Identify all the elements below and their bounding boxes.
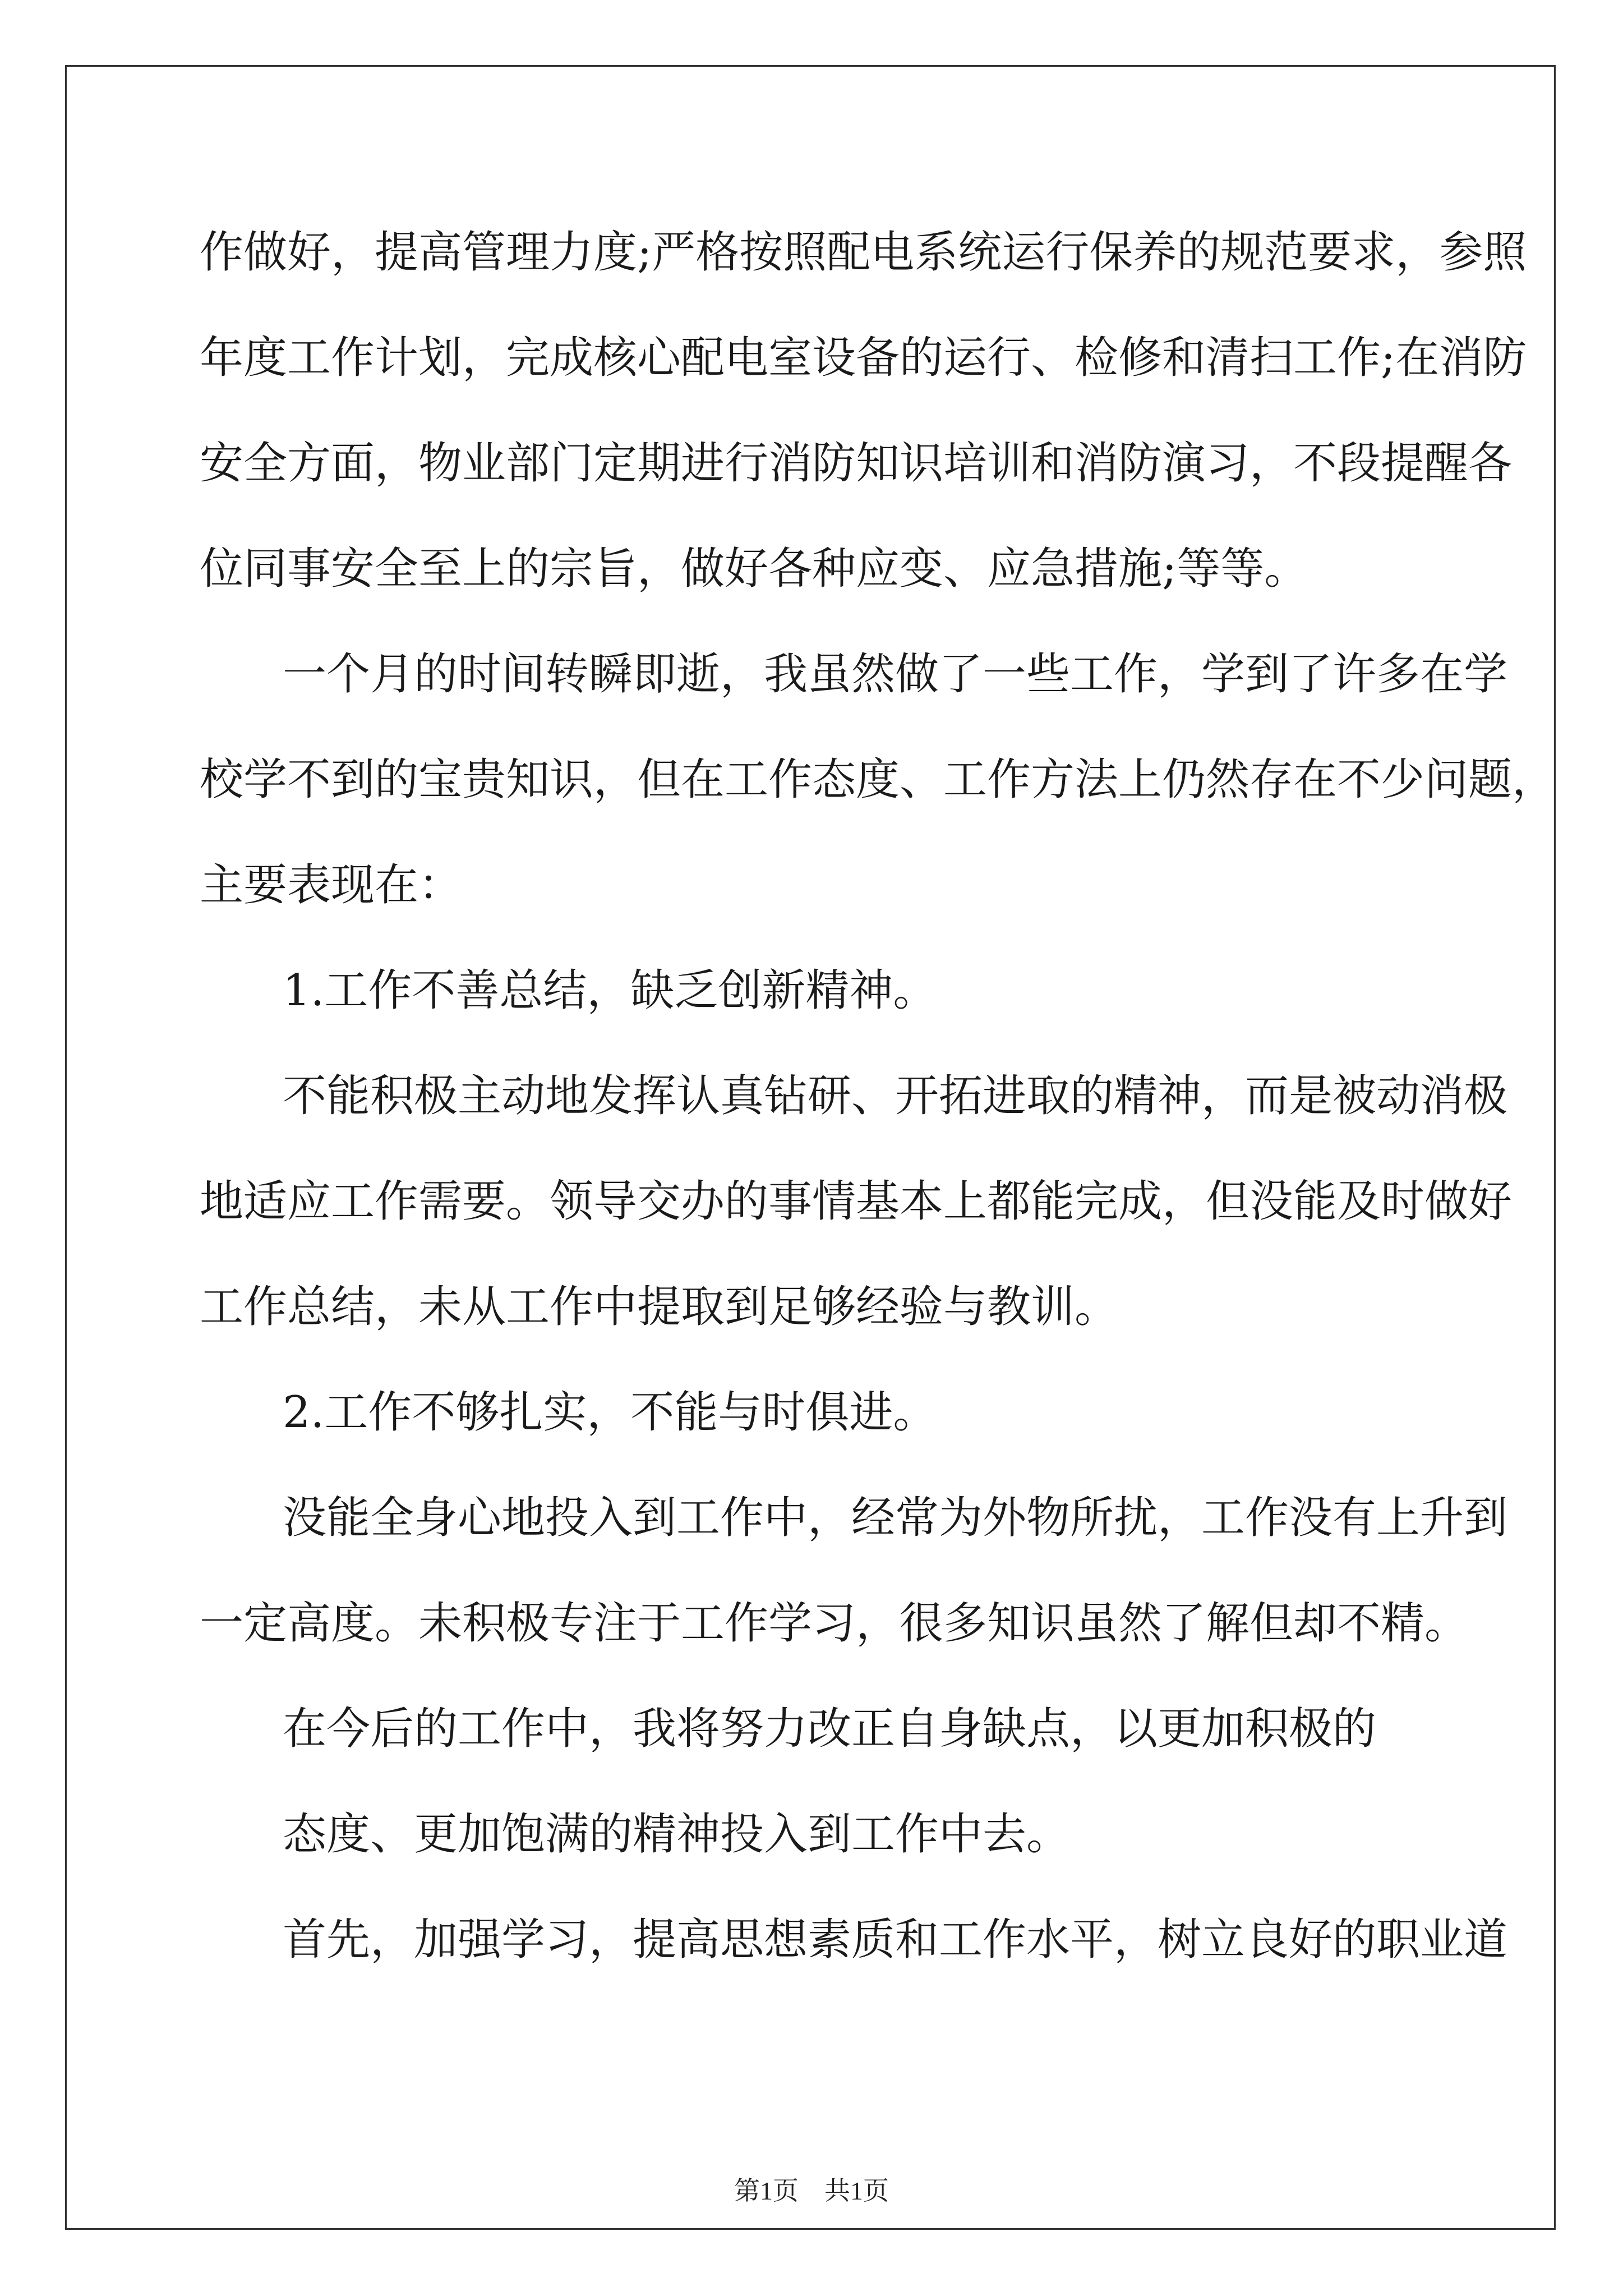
- text-line: 作做好，提高管理力度;严格按照配电系统运行保养的规范要求，参照: [200, 227, 1527, 278]
- page-number: 第1页 共1页: [734, 2177, 889, 2205]
- page-border: [65, 65, 1556, 2230]
- text-line: 首先，加强学习，提高思想素质和工作水平，树立良好的职业道: [283, 1915, 1508, 1965]
- text-line: 工作总结，未从工作中提取到足够经验与教训。: [200, 1282, 1119, 1332]
- text-line: 安全方面，物业部门定期进行消防知识培训和消防演习，不段提醒各: [200, 438, 1513, 489]
- text-line: 态度、更加饱满的精神投入到工作中去。: [283, 1809, 1071, 1860]
- text-line: 校学不到的宝贵知识，但在工作态度、工作方法上仍然存在不少问题，: [200, 754, 1556, 805]
- text-line: 年度工作计划，完成核心配电室设备的运行、检修和清扫工作;在消防: [200, 333, 1527, 383]
- text-line: 一定高度。未积极专注于工作学习，很多知识虽然了解但却不精。: [200, 1598, 1469, 1649]
- text-line: 在今后的工作中，我将努力改正自身缺点，以更加积极的: [283, 1704, 1377, 1754]
- text-line: 没能全身心地投入到工作中，经常为外物所扰，工作没有上升到: [283, 1493, 1508, 1543]
- text-line: 地适应工作需要。领导交办的事情基本上都能完成，但没能及时做好: [200, 1176, 1513, 1227]
- text-line: 主要表现在：: [200, 860, 463, 910]
- text-line: 1.工作不善总结，缺乏创新精神。: [283, 965, 937, 1016]
- text-line: 一个月的时间转瞬即逝，我虽然做了一些工作，学到了许多在学: [283, 649, 1508, 700]
- text-line: 2.工作不够扎实，不能与时俱进。: [283, 1387, 937, 1438]
- text-line: 不能积极主动地发挥认真钻研、开拓进取的精神，而是被动消极: [283, 1071, 1508, 1121]
- text-line: 位同事安全至上的宗旨，做好各种应变、应急措施;等等。: [200, 544, 1308, 594]
